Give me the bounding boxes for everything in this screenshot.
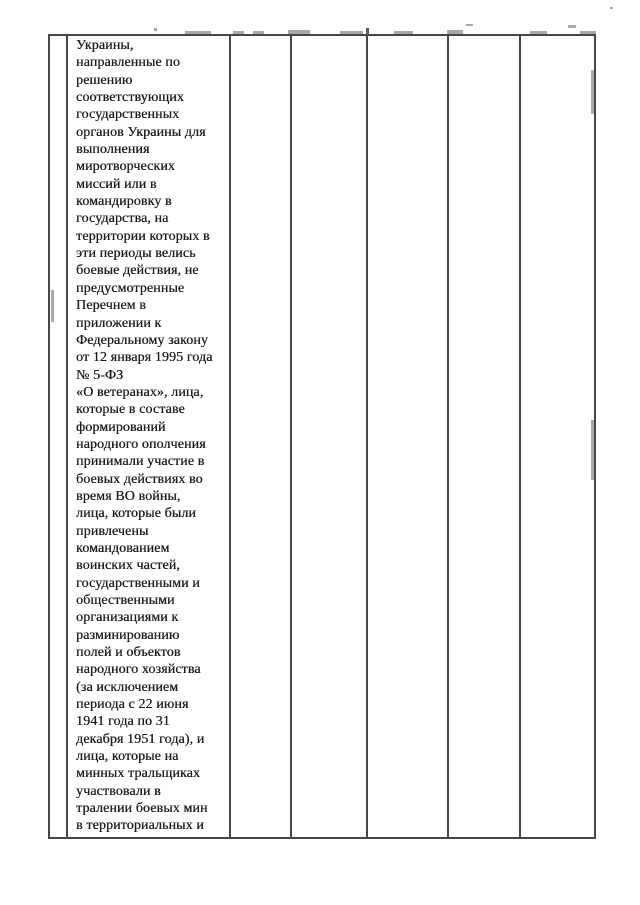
- text-line: привлечены: [76, 523, 149, 539]
- text-line: лица, которые были: [76, 506, 196, 522]
- table-column-empty-2: [292, 36, 368, 837]
- text-line: направленные по: [76, 55, 180, 71]
- text-line: боевых действиях во: [76, 471, 203, 487]
- text-line: разминированию: [76, 627, 180, 643]
- scan-noise-speck: [288, 30, 310, 34]
- text-line: Перечнем в: [76, 298, 146, 314]
- text-line: организациями к: [76, 610, 179, 626]
- table-column-empty-5: [521, 36, 594, 837]
- scan-noise-speck: [530, 31, 547, 34]
- text-line: предусмотренные: [76, 280, 185, 296]
- scan-noise-speck: [591, 420, 594, 480]
- text-line: время ВО войны,: [76, 488, 181, 504]
- text-line: минных тральщиках: [76, 766, 201, 782]
- text-line: органов Украины для: [76, 124, 206, 140]
- table-column-empty-1: [231, 36, 292, 837]
- text-line: формирований: [76, 419, 166, 435]
- scan-noise-speck: [466, 24, 473, 26]
- scan-noise-speck: [580, 31, 596, 34]
- text-line: в территориальных и: [76, 818, 204, 834]
- text-line: миротворческих: [76, 159, 175, 175]
- text-line: которые в составе: [76, 402, 185, 418]
- scan-noise-speck: [447, 30, 463, 34]
- text-line: государства, на: [76, 211, 169, 227]
- text-line: участвовали в: [76, 783, 161, 799]
- scan-noise-speck: [340, 31, 363, 34]
- text-line: государственных: [76, 107, 180, 123]
- scan-noise-speck: [154, 28, 157, 31]
- text-line: командировку в: [76, 194, 172, 210]
- table-column-text: [68, 36, 231, 837]
- scan-noise-speck: [591, 70, 594, 114]
- text-line: № 5-ФЗ: [76, 367, 124, 383]
- text-line: миссий или в: [76, 176, 157, 192]
- text-line: решению: [76, 72, 133, 88]
- text-line: боевые действия, не: [76, 263, 199, 279]
- table-column-index: [50, 36, 68, 837]
- text-line: народного хозяйства: [76, 662, 201, 678]
- scan-noise-speck: [366, 28, 369, 35]
- scan-noise-speck: [568, 25, 576, 28]
- scan-noise-speck: [253, 31, 264, 34]
- text-line: принимали участие в: [76, 454, 205, 470]
- text-line: государственными и: [76, 575, 200, 591]
- text-line: Федеральному закону: [76, 332, 208, 348]
- scan-noise-speck: [185, 31, 211, 34]
- text-line: тралении боевых мин: [76, 801, 208, 817]
- text-line: народного ополчения: [76, 436, 206, 452]
- text-line: воинских частей,: [76, 558, 180, 574]
- scan-noise-speck: [394, 31, 413, 34]
- text-line: «О ветеранах», лица,: [76, 384, 204, 400]
- text-line: выполнения: [76, 142, 150, 158]
- text-line: декабря 1951 года), и: [76, 731, 205, 747]
- text-line: от 12 января 1995 года: [76, 350, 213, 366]
- text-line: эти периоды велись: [76, 246, 196, 262]
- text-line: командованием: [76, 540, 170, 556]
- table-column-empty-4: [449, 36, 521, 837]
- text-line: соответствующих: [76, 90, 184, 106]
- text-line: приложении к: [76, 315, 162, 331]
- text-line: Украины,: [76, 38, 134, 53]
- document-table: [48, 34, 596, 839]
- text-line: 1941 года по 31: [76, 714, 170, 730]
- scan-noise-speck: [233, 31, 244, 34]
- text-line: общественными: [76, 593, 175, 608]
- text-line: лица, которые на: [76, 749, 179, 765]
- text-line: (за исключением: [76, 679, 179, 695]
- text-line: периода с 22 июня: [76, 697, 189, 713]
- text-line: территории которых в: [76, 228, 210, 244]
- scan-noise-speck: [610, 7, 613, 9]
- table-column-empty-3: [368, 36, 449, 837]
- text-line: полей и объектов: [76, 645, 181, 661]
- table-cell-text: [68, 36, 229, 835]
- scan-noise-speck: [51, 290, 54, 322]
